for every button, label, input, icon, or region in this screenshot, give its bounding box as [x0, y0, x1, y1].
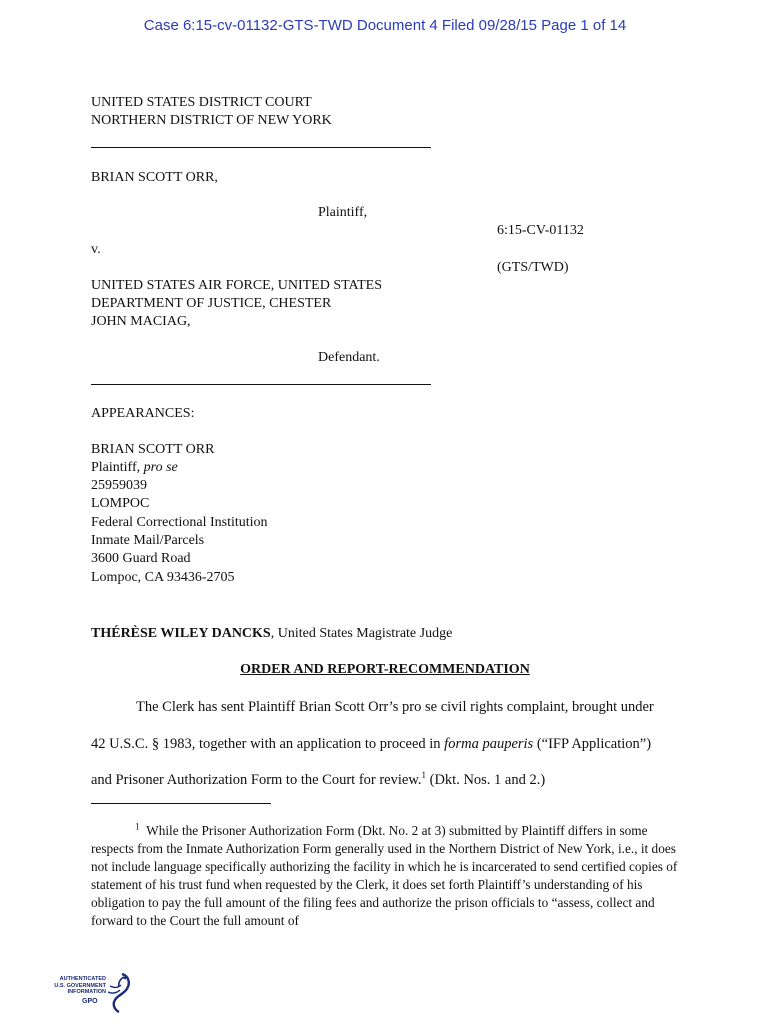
- address-line: LOMPOC: [91, 496, 150, 511]
- case-header: Case 6:15-cv-01132-GTS-TWD Document 4 Filed 09/28/15 Page 1 of 14: [143, 17, 627, 34]
- judge-name: THÉRÈSE WILEY DANCKS: [91, 626, 271, 641]
- address-line: Federal Correctional Institution: [91, 515, 268, 530]
- address-line: Lompoc, CA 93436-2705: [91, 570, 235, 585]
- eagle-icon: [102, 972, 132, 1014]
- judge-line: THÉRÈSE WILEY DANCKS, United States Magistrate Judge: [91, 626, 453, 641]
- caption-rule-bottom: [91, 384, 431, 385]
- defendant-role: Defendant.: [318, 350, 380, 365]
- defendant-line: UNITED STATES AIR FORCE, UNITED STATES: [91, 278, 382, 293]
- defendant-line: JOHN MACIAG,: [91, 314, 191, 329]
- address-line: Inmate Mail/Parcels: [91, 533, 205, 548]
- footnote-ref: 1: [421, 770, 426, 781]
- gpo-text-line: U.S. GOVERNMENT: [54, 982, 106, 989]
- court-name: UNITED STATES DISTRICT COURT: [91, 95, 312, 110]
- gpo-authentication-logo: [42, 972, 134, 1016]
- footnote: [91, 822, 681, 930]
- plaintiff-name: BRIAN SCOTT ORR,: [91, 170, 218, 185]
- footnote-marker: 1: [135, 821, 140, 832]
- gpo-label: GPO: [82, 998, 98, 1005]
- order-title: ORDER AND REPORT-RECOMMENDATION: [240, 662, 530, 677]
- footnote-rule: [91, 803, 271, 804]
- court-district: NORTHERN DISTRICT OF NEW YORK: [91, 113, 332, 128]
- case-number: 6:15-CV-01132: [497, 223, 584, 238]
- caption-rule-top: [91, 147, 431, 148]
- appearance-name: BRIAN SCOTT ORR: [91, 442, 215, 457]
- plaintiff-role: Plaintiff,: [318, 205, 368, 220]
- versus: v.: [91, 242, 101, 257]
- body-line-1: The Clerk has sent Plaintiff Brian Scott Orr’s pro se civil rights complaint, brought under: [136, 699, 654, 715]
- gpo-text-line: INFORMATION: [67, 989, 106, 995]
- body-line-2: 42 U.S.C. § 1983, together with an application to proceed in forma pauperis (“IFP Application”): [91, 736, 652, 752]
- footnote-text: While the Prisoner Authorization Form (Dkt. No. 2 at 3) submitted by Plaintiff differs in some respects from the Inmate Authorization Form generally used in the Northern District of New York, i.e., it does not include language specifically authorizing the facility in which he is incarcerated to send certified copies of statement of his trust fund when requested by the Clerk, it does set forth Plaintiff’s understanding of his obligation to pay the full amount of the filing fees and authorize the prison officials to “assess, collect and forward to the Court the full amount of: [91, 823, 678, 928]
- appearances-heading: APPEARANCES:: [91, 406, 195, 421]
- gpo-text-line: AUTHENTICATED: [59, 976, 106, 982]
- defendant-line: DEPARTMENT OF JUSTICE, CHESTER: [91, 296, 332, 311]
- appearance-role: Plaintiff, pro se: [91, 460, 178, 475]
- judge-initials: (GTS/TWD): [497, 260, 569, 275]
- address-line: 25959039: [91, 478, 147, 493]
- address-line: 3600 Guard Road: [91, 551, 191, 566]
- body-line-3: and Prisoner Authorization Form to the Court for review.$^1$ (Dkt. Nos. 1 and 2.): [91, 770, 546, 788]
